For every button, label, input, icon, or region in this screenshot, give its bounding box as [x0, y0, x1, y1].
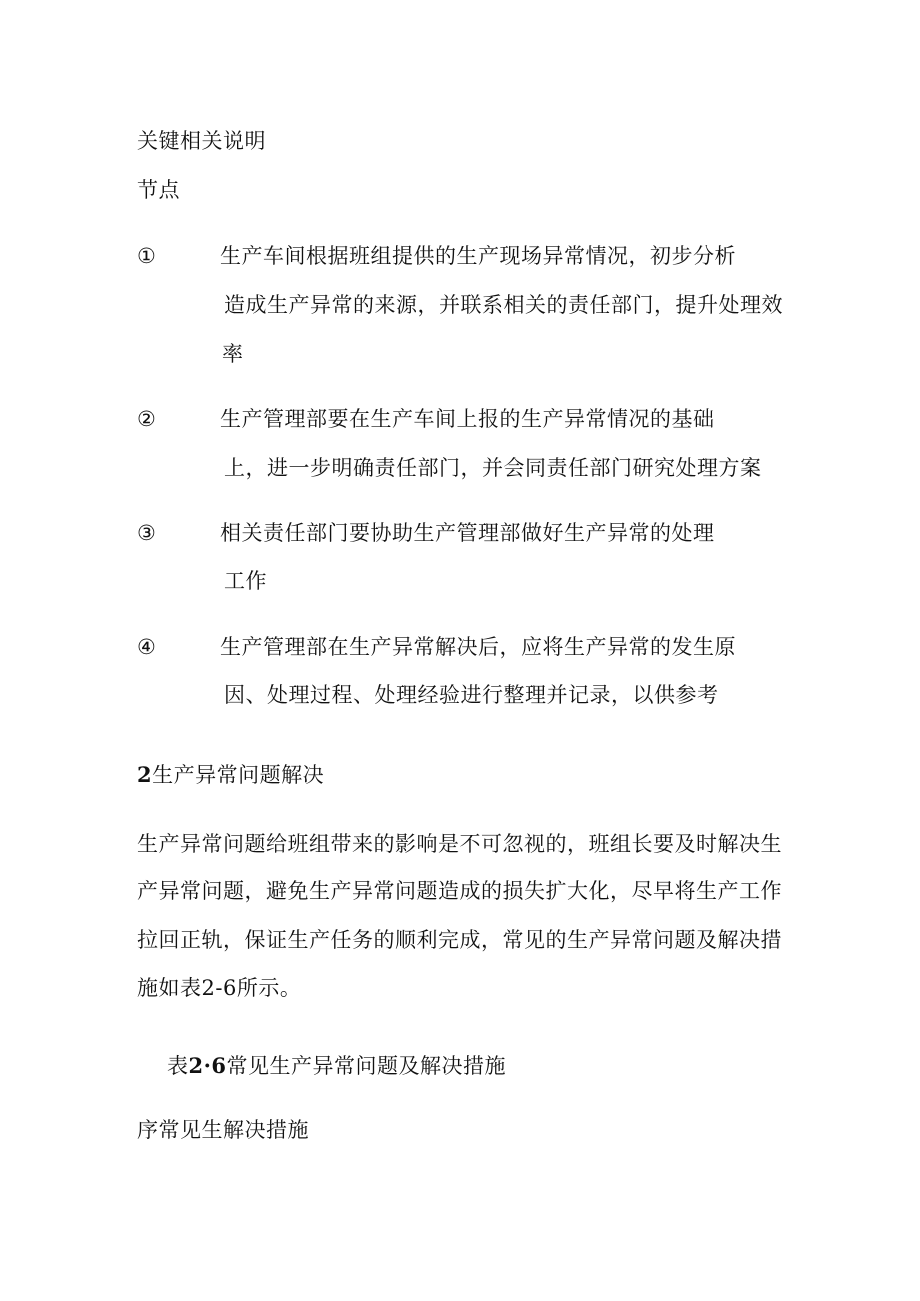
- paragraph-line-1: 生产异常问题给班组带来的影响是不可忽视的，班组长要及时解决生: [137, 832, 782, 856]
- table-caption-prefix: 表: [167, 1054, 189, 1078]
- column-label-line2: 节点: [137, 178, 180, 202]
- item-1-line-3: 率: [222, 342, 244, 366]
- item-2-line-2: 上，进一步明确责任部门，并会同责任部门研究处理方案: [224, 456, 762, 480]
- item-1-line-2: 造成生产异常的来源，并联系相关的责任部门，提升处理效: [224, 293, 783, 317]
- paragraph-line-3: 拉回正轨，保证生产任务的顺利完成，常见的生产异常问题及解决措: [137, 928, 782, 952]
- paragraph-line-4: 施如表2-6所示。: [137, 976, 302, 1000]
- section-number: 2: [137, 762, 153, 787]
- item-2-line-1: 生产管理部要在生产车间上报的生产异常情况的基础: [220, 407, 715, 431]
- item-4-line-1: 生产管理部在生产异常解决后，应将生产异常的发生原: [220, 635, 736, 659]
- paragraph-line-2: 产异常问题，避免生产异常问题造成的损失扩大化，尽早将生产工作: [137, 879, 782, 903]
- item-4-line-2: 因、处理过程、处理经验进行整理并记录，以供参考: [224, 683, 719, 707]
- table-header-row: 序常见生解决措施: [137, 1118, 309, 1142]
- item-3-line-2: 工作: [224, 569, 267, 593]
- table-caption-number: 2·6: [188, 1053, 227, 1078]
- table-caption: [167, 1051, 506, 1081]
- item-marker-2: ②: [137, 407, 157, 431]
- section-heading: [137, 760, 324, 790]
- item-3-line-1: 相关责任部门要协助生产管理部做好生产异常的处理: [220, 521, 715, 545]
- section-title: 生产异常问题解决: [152, 763, 325, 787]
- table-caption-title: 常见生产异常问题及解决措施: [226, 1054, 507, 1078]
- item-marker-3: ③: [137, 521, 157, 545]
- item-marker-4: ④: [137, 635, 157, 659]
- item-1-line-1: 生产车间根据班组提供的生产现场异常情况，初步分析: [220, 244, 736, 268]
- item-marker-1: ①: [137, 244, 157, 268]
- column-label-line1: 关键相关说明: [137, 129, 266, 153]
